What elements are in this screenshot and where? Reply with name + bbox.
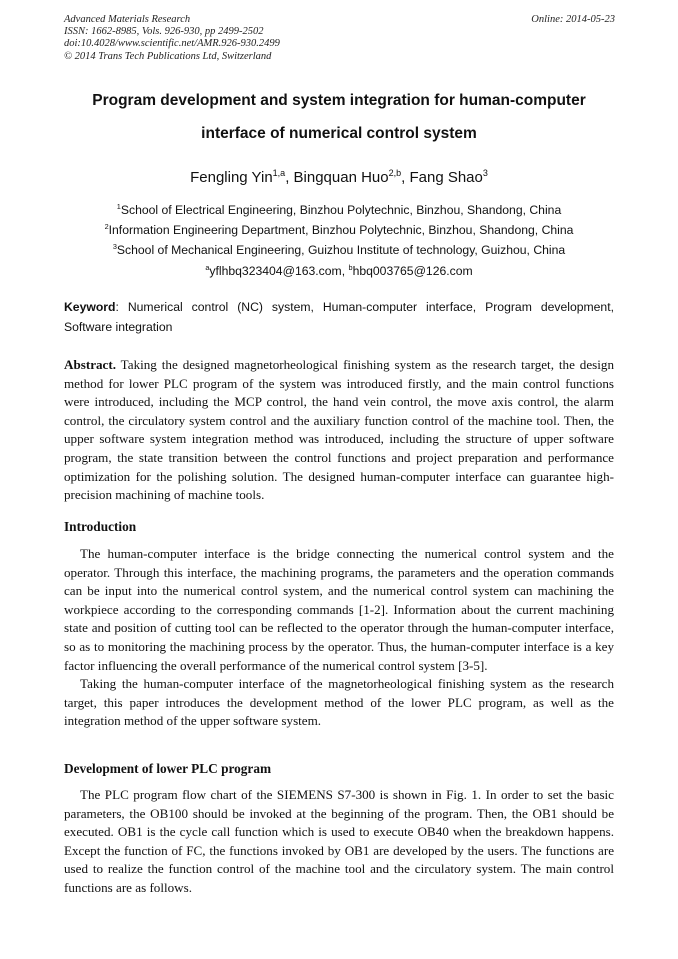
keyword-text: : Numerical control (NC) system, Human-computer interface, Program development, Software integration bbox=[64, 300, 614, 334]
author-emails: $^a$yflhbq323404@163.com, $^b$hbq003765@126.com bbox=[205, 263, 473, 279]
doi-line[interactable]: doi:10.4028/www.scientific.net/AMR.926-930.2499 bbox=[64, 38, 280, 50]
keywords bbox=[64, 297, 614, 337]
issn-line: ISSN: 1662-8985, Vols. 926-930, pp 2499-2502 bbox=[64, 26, 264, 38]
affiliation-2: $^2$Information Engineering Department, Binzhou Polytechnic, Binzhou, Shandong, China bbox=[104, 222, 574, 238]
journal-name: Advanced Materials Research bbox=[64, 14, 191, 25]
affiliation-3: $^3$School of Mechanical Engineering, Guizhou Institute of technology, Guizhou, China bbox=[112, 242, 566, 258]
email-link-b[interactable]: hbq003765@126.com bbox=[352, 264, 473, 279]
author-name: Fang Shao bbox=[409, 169, 483, 186]
paragraph: The human-computer interface is the bridge connecting the numerical control system and the operator. Through this interface, the machining programs, the parameters and the operation commands can be input into the numerical control system, and the numerical control system can machining the workpiece according to the corresponding commands [1-2]. Information about the current machining state and position of cutting tool can be reflected to the operator through the human-computer interface, so as to monitoring the machining process by the operator. Thus, the human-computer interface is a key factor influencing the overall performance of the numerical control system [3-5]. bbox=[64, 546, 614, 673]
section-heading-plc: Development of lower PLC program bbox=[64, 761, 272, 776]
copyright-line: © 2014 Trans Tech Publications Ltd, Switzerland bbox=[64, 50, 272, 62]
abstract bbox=[64, 356, 614, 505]
abstract-label: Abstract. bbox=[64, 357, 116, 372]
plc-body bbox=[64, 786, 614, 898]
affiliation-1: $^1$School of Electrical Engineering, Binzhou Polytechnic, Binzhou, Shandong, China bbox=[116, 202, 562, 218]
author-sup: 2,b bbox=[388, 168, 402, 178]
author-sup: 3 bbox=[482, 168, 488, 178]
abstract-text: Taking the designed magnetorheological finishing system as the research target, the design method for lower PLC program of the system was introduced firstly, and the main control functions were introduced, including the MCP control, the hand vein control, the move axis control, the alarm control, the circulatory system control and the auxiliary function control of the machine tool. Then, the upper software system integration method was introduced, including the structure of upper software program, the state transition between the control functions and project preparation and performance optimization for the polishing solution. The designed human-computer interface can guarantee high-precision machining of machine tools. bbox=[64, 357, 614, 503]
email-link-a[interactable]: yflhbq323404@163.com bbox=[209, 264, 342, 279]
author-name: Bingquan Huo bbox=[293, 169, 389, 186]
introduction-body bbox=[64, 545, 614, 731]
author-list: Fengling Yin$^{1,a}$, Bingquan Huo$^{2,b}$, Fang Shao$^3$ bbox=[190, 168, 488, 186]
author-sup: 1,a bbox=[272, 168, 286, 178]
online-date: Online: 2014-05-23 bbox=[531, 14, 615, 25]
keyword-label: Keyword bbox=[64, 300, 116, 314]
paper-title-line-1: Program development and system integration for human-computer bbox=[92, 92, 586, 109]
author-name: Fengling Yin bbox=[190, 169, 273, 186]
paragraph: Taking the human-computer interface of the magnetorheological finishing system as the research target, this paper introduces the development method of the lower PLC program, as well as the integration method of the upper software system. bbox=[64, 676, 614, 729]
paragraph: The PLC program flow chart of the SIEMENS S7-300 is shown in Fig. 1. In order to set the basic parameters, the OB100 should be invoked at the beginning of the program. Then, the OB1 should be executed. OB1 is the cycle call function which is used to execute OB40 when the breakdown happens. Except the function of FC, the functions invoked by OB1 are developed by the users. The functions are used to realize the function control of the machine tool and the circulatory system. The main control functions are as follows. bbox=[64, 787, 614, 895]
journal-header bbox=[64, 14, 615, 63]
section-heading-introduction: Introduction bbox=[64, 519, 137, 534]
paper-title-line-2: interface of numerical control system bbox=[201, 125, 477, 142]
